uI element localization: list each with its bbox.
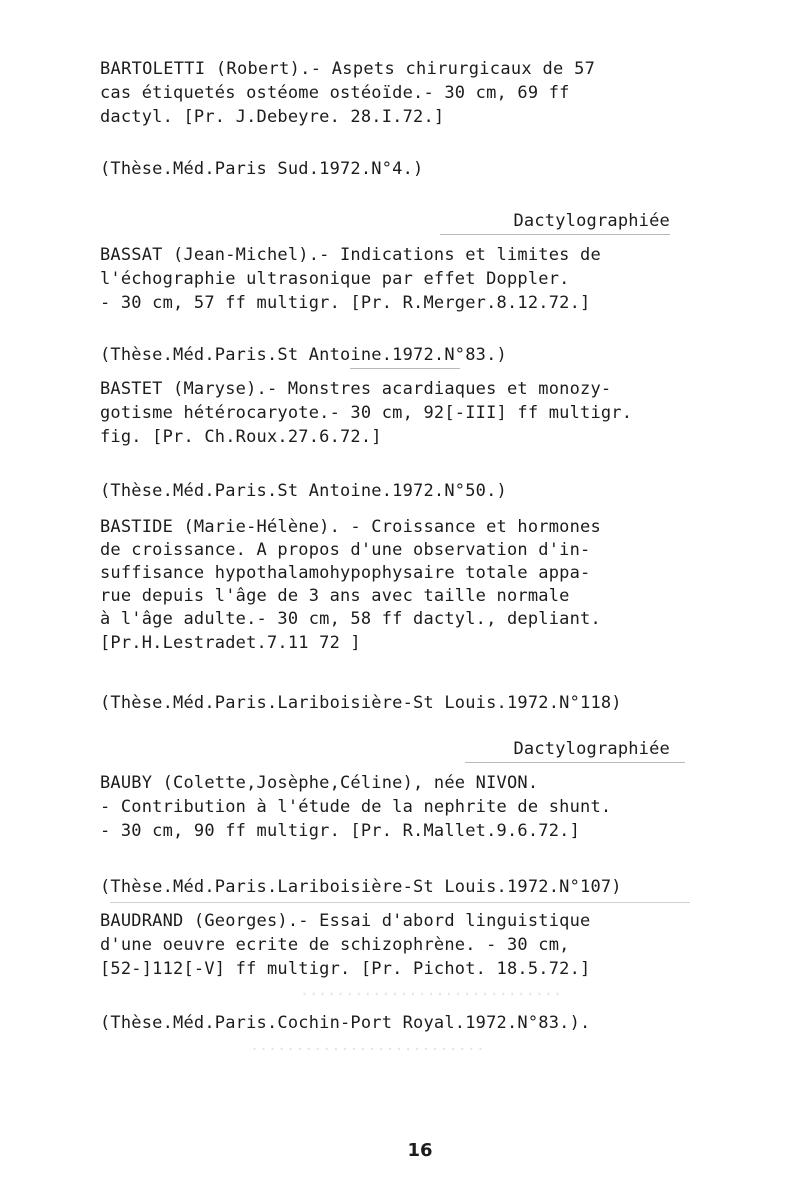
divider — [110, 902, 690, 903]
entry-bauby — [100, 772, 700, 842]
entry-line: l'échographie ultrasonique par effet Doppler. — [100, 269, 570, 289]
divider — [440, 234, 670, 235]
entry-line: BAUBY (Colette,Josèphe,Céline), née NIVON. — [100, 773, 539, 793]
entry-source: (Thèse.Méd.Paris.St Antoine.1972.N°83.) — [100, 345, 507, 365]
entry-bassat — [100, 244, 700, 314]
entry-line: dactyl. [Pr. J.Debeyre. 28.I.72.] — [100, 107, 445, 127]
entry-line: rue depuis l'âge de 3 ans avec taille normale — [100, 586, 570, 606]
entry-bartoletti — [100, 58, 700, 128]
entry-line: BAUDRAND (Georges).- Essai d'abord linguistique — [100, 911, 591, 931]
entry-bastet — [100, 378, 700, 448]
entry-source: (Thèse.Méd.Paris.Lariboisière-St Louis.1972.N°107) — [100, 877, 622, 897]
entry-line: fig. [Pr. Ch.Roux.27.6.72.] — [100, 427, 382, 447]
page-number: 16 — [407, 1140, 433, 1161]
entry-source: (Thèse.Méd.Paris.Lariboisière-St Louis.1972.N°118) — [100, 693, 622, 713]
entry-line: BASSAT (Jean-Michel).- Indications et limites de — [100, 245, 601, 265]
divider — [465, 762, 685, 763]
entry-bastide — [100, 516, 700, 654]
entry-source: (Thèse.Méd.Paris.St Antoine.1972.N°50.) — [100, 481, 507, 501]
entry-line: BASTIDE (Marie-Hélène). - Croissance et hormones — [100, 517, 601, 537]
entry-line: d'une oeuvre ecrite de schizophrène. - 30 cm, — [100, 935, 570, 955]
entry-source: (Thèse.Méd.Paris Sud.1972.N°4.) — [100, 159, 424, 179]
entry-line: cas étiquetés ostéome ostéoïde.- 30 cm, 69 ff — [100, 83, 570, 103]
entry-line: BARTOLETTI (Robert).- Aspets chirurgicaux de 57 — [100, 59, 596, 79]
show-through-decoration: ·························· — [250, 1040, 485, 1058]
show-through-decoration: ····························· — [300, 985, 562, 1003]
entry-line: - 30 cm, 57 ff multigr. [Pr. R.Merger.8.12.72.] — [100, 293, 591, 313]
entry-line: - Contribution à l'étude de la nephrite de shunt. — [100, 797, 612, 817]
entry-line: suffisance hypothalamohypophysaire totale appa- — [100, 563, 591, 583]
entry-line: à l'âge adulte.- 30 cm, 58 ff dactyl., depliant. — [100, 609, 601, 629]
entry-baudrand — [100, 910, 700, 980]
entry-line: [Pr.H.Lestradet.7.11 72 ] — [100, 633, 361, 653]
divider — [350, 368, 460, 369]
entry-line: - 30 cm, 90 ff multigr. [Pr. R.Mallet.9.6.72.] — [100, 821, 581, 841]
entry-note: Dactylographiée — [513, 211, 670, 231]
entry-line: de croissance. A propos d'une observation d'in- — [100, 540, 591, 560]
entry-line: BASTET (Maryse).- Monstres acardiaques et monozy- — [100, 379, 612, 399]
entry-line: [52-]112[-V] ff multigr. [Pr. Pichot. 18.5.72.] — [100, 959, 591, 979]
entry-note: Dactylographiée — [513, 739, 670, 759]
entry-line: gotisme hétérocaryote.- 30 cm, 92[-III] ff multigr. — [100, 403, 633, 423]
entry-source: (Thèse.Méd.Paris.Cochin-Port Royal.1972.N°83.). — [100, 1013, 591, 1033]
